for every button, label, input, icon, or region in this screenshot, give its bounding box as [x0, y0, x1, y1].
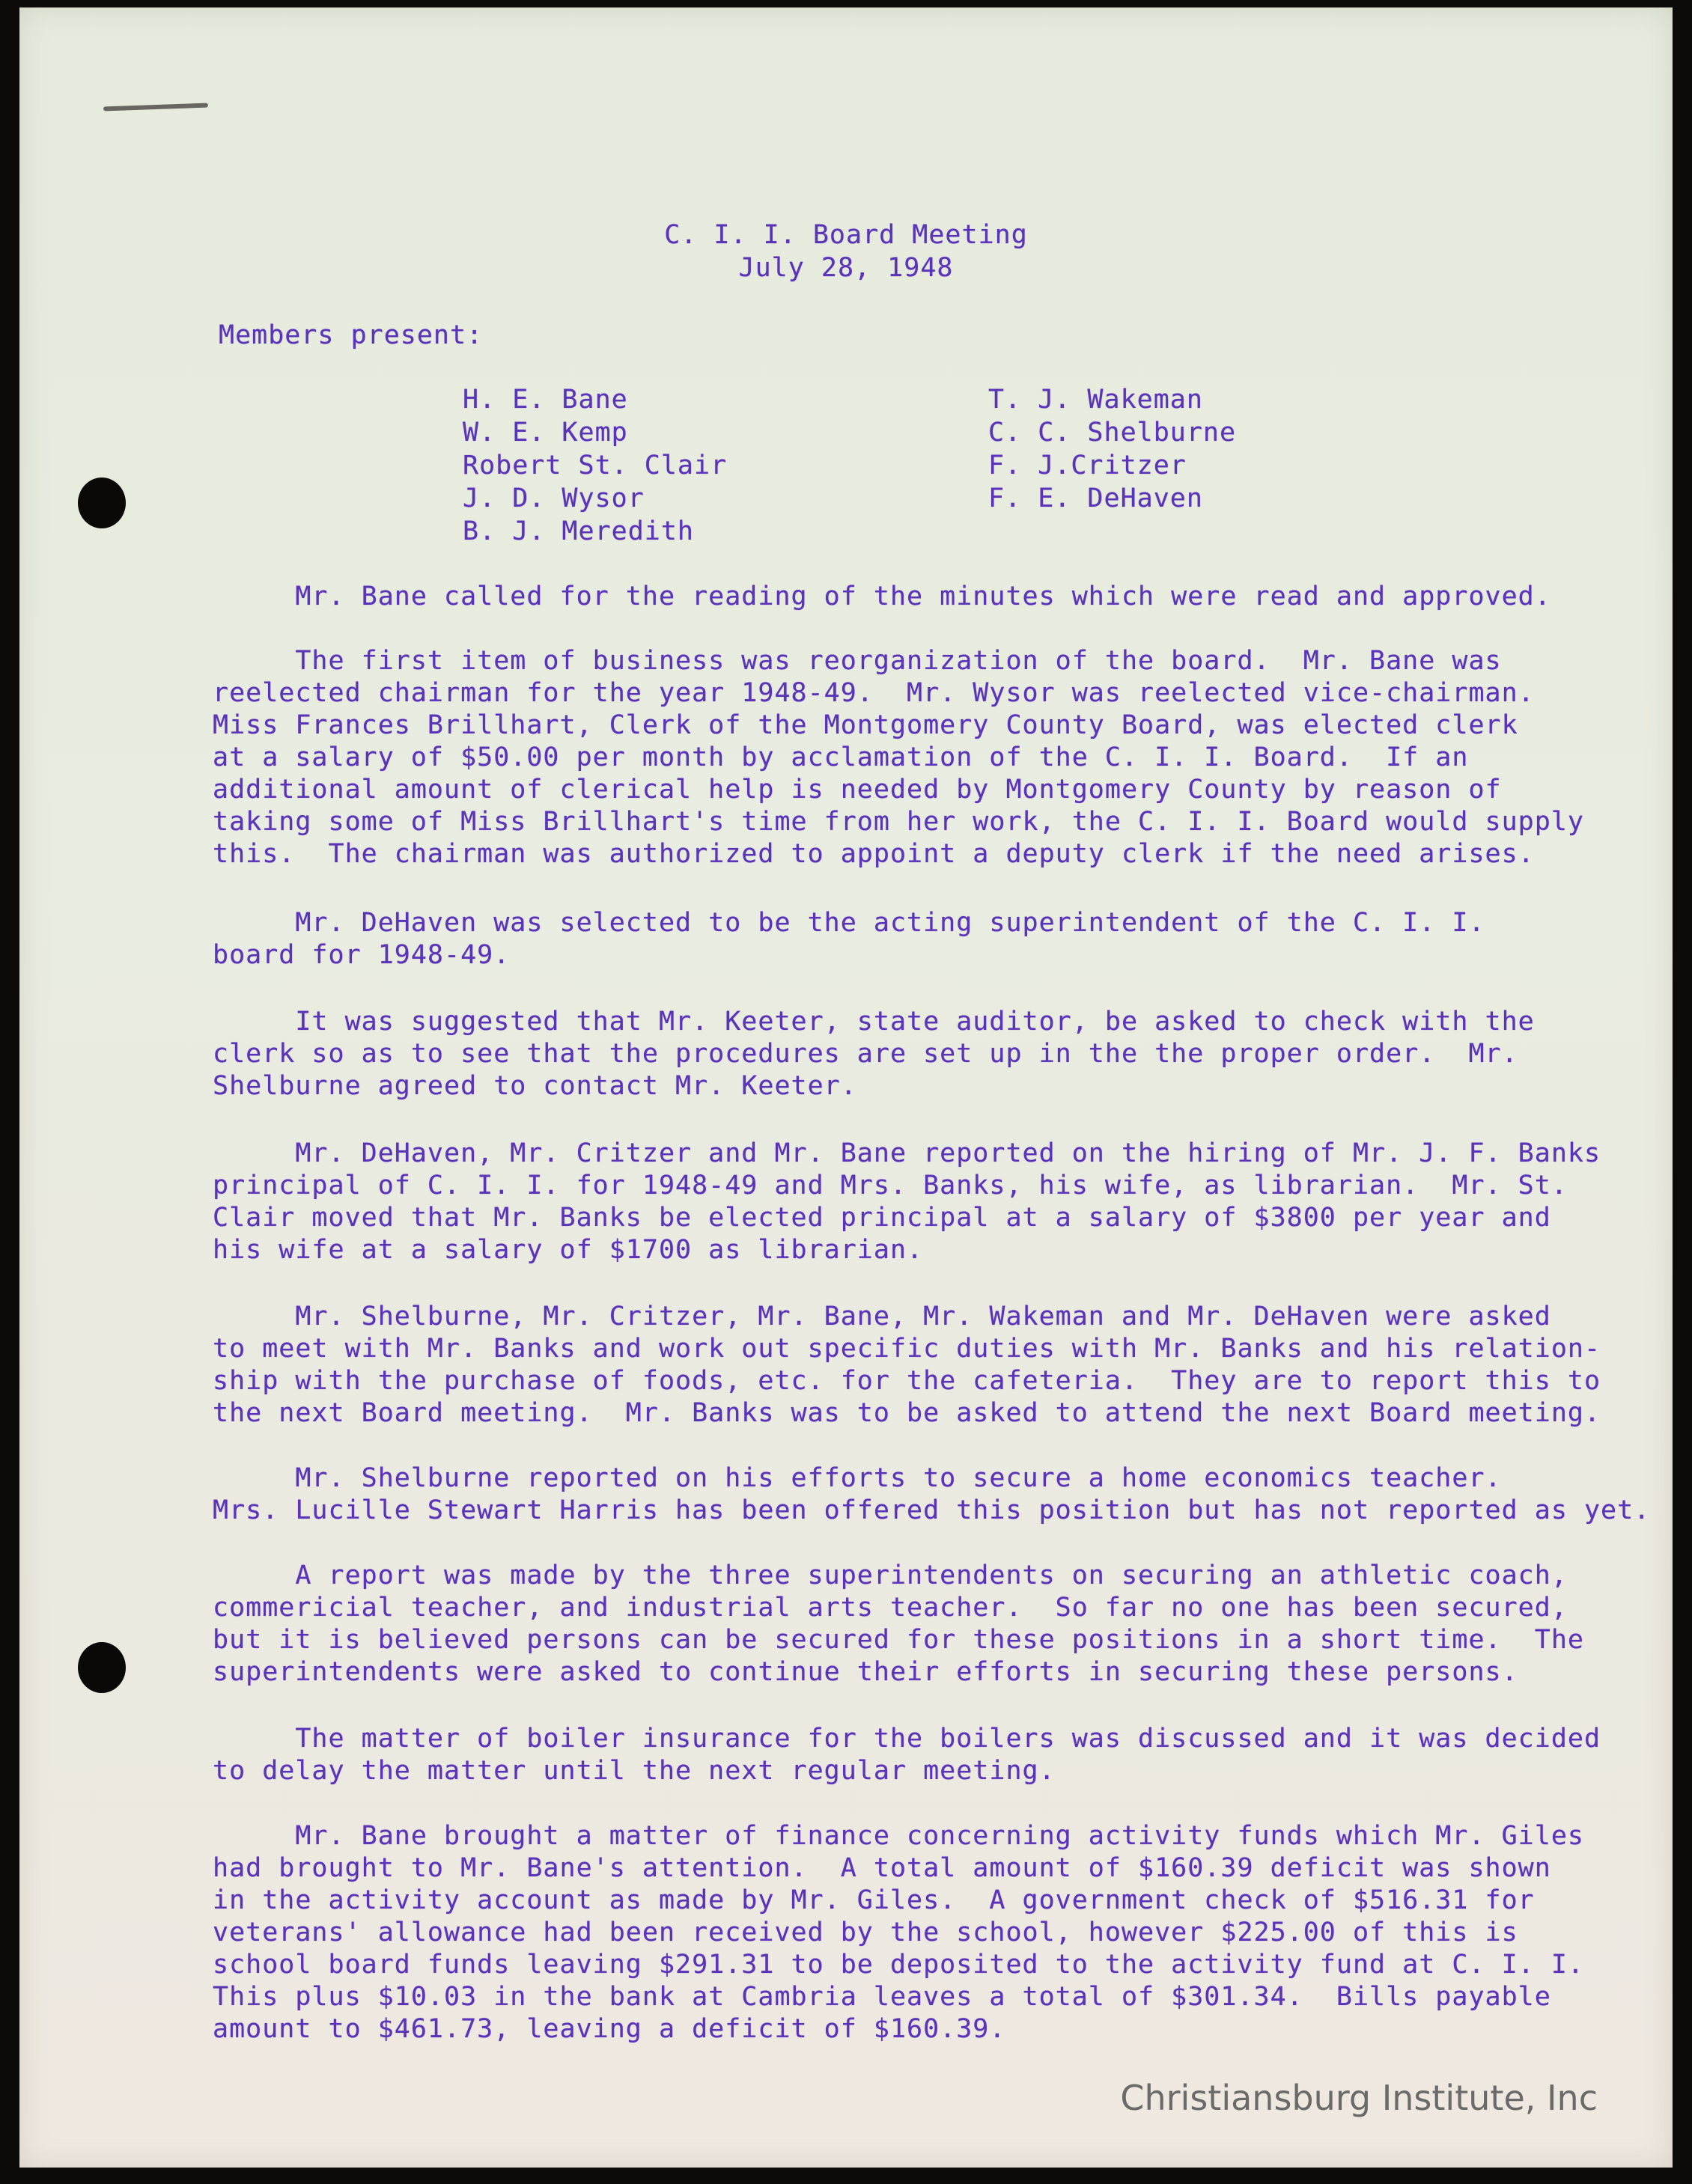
- paragraph-hiring: Mr. DeHaven, Mr. Critzer and Mr. Bane reported on the hiring of Mr. J. F. Banks principal of C. I. I. for 1948-49 and Mrs. Banks, his wife, as librarian. Mr. St. Clair moved that Mr. Banks be elected principal at a salary of $3800 per year and his wife at a salary of $1700 as librarian.: [213, 1138, 1601, 1265]
- document-date: July 28, 1948: [738, 253, 954, 283]
- paragraph-superintendents-report: A report was made by the three superintendents on securing an athletic coach, commericial teacher, and industrial arts teacher. So far no one has been secured, but it is believed persons can be secured for these positions in a short time. The superintendents were asked to continue their efforts in securing these persons.: [213, 1561, 1584, 1687]
- paragraph-finance: Mr. Bane brought a matter of finance concerning activity funds which Mr. Giles had brought to Mr. Bane's attention. A total amount of $160.39 deficit was shown in the activity account as made by Mr. Giles. A government check of $516.31 for veterans' allowance had been received by the school, however $225.00 of this is school board funds leaving $291.31 to be deposited to the activity fund at C. I. I. This plus $10.03 in the bank at Cambria leaves a total of $301.34. Bills payable amount to $461.73, leaving a deficit of $160.39.: [213, 1821, 1584, 2044]
- watermark: Christiansburg Institute, Inc: [1120, 2078, 1598, 2118]
- member-name: T. J. Wakeman: [988, 385, 1203, 415]
- member-name: J. D. Wysor: [463, 484, 645, 513]
- paragraph-auditor: It was suggested that Mr. Keeter, state auditor, be asked to check with the clerk so as to see that the procedures are set up in the the proper order. Mr. Shelburne agreed to contact Mr. Keeter.: [213, 1007, 1535, 1101]
- member-name: F. J.Critzer: [988, 451, 1187, 481]
- member-name: F. E. DeHaven: [988, 484, 1203, 513]
- paragraph-duties: Mr. Shelburne, Mr. Critzer, Mr. Bane, Mr. Wakeman and Mr. DeHaven were asked to meet with Mr. Banks and work out specific duties with Mr. Banks and his relation- ship with the purchase of foods, etc. for the cafeteria. They are to report this to the next Board meeting. Mr. Banks was to be asked to attend the next Board meeting.: [213, 1302, 1601, 1428]
- punch-hole-bottom: [78, 1642, 126, 1693]
- member-name: B. J. Meredith: [463, 516, 695, 546]
- member-name: W. E. Kemp: [463, 418, 628, 448]
- members-label: Members present:: [219, 320, 484, 350]
- pencil-mark: [103, 103, 208, 112]
- member-name: C. C. Shelburne: [988, 418, 1237, 448]
- document-title: C. I. I. Board Meeting: [664, 220, 1028, 250]
- paragraph-superintendent: Mr. DeHaven was selected to be the acting superintendent of the C. I. I. board for 1948-49.: [213, 908, 1485, 970]
- document-page: [19, 7, 1673, 2168]
- paragraph-minutes: Mr. Bane called for the reading of the minutes which were read and approved.: [213, 582, 1551, 611]
- paragraph-home-economics: Mr. Shelburne reported on his efforts to secure a home economics teacher. Mrs. Lucille Stewart Harris has been offered this position but has not reported as yet.: [213, 1463, 1651, 1525]
- member-name: Robert St. Clair: [463, 451, 728, 481]
- paragraph-reorganization: The first item of business was reorganization of the board. Mr. Bane was reelected chairman for the year 1948-49. Mr. Wysor was reelected vice-chairman. Miss Frances Brillhart, Clerk of the Montgomery County Board, was elected clerk at a salary of $50.00 per month by acclamation of the C. I. I. Board. If an additional amount of clerical help is needed by Montgomery County by reason of taking some of Miss Brillhart's time from her work, the C. I. I. Board would supply this. The chairman was authorized to appoint a deputy clerk if the need arises.: [213, 646, 1584, 869]
- member-name: H. E. Bane: [463, 385, 628, 415]
- paragraph-boiler-insurance: The matter of boiler insurance for the boilers was discussed and it was decided to delay the matter until the next regular meeting.: [213, 1724, 1601, 1786]
- punch-hole-top: [78, 478, 126, 528]
